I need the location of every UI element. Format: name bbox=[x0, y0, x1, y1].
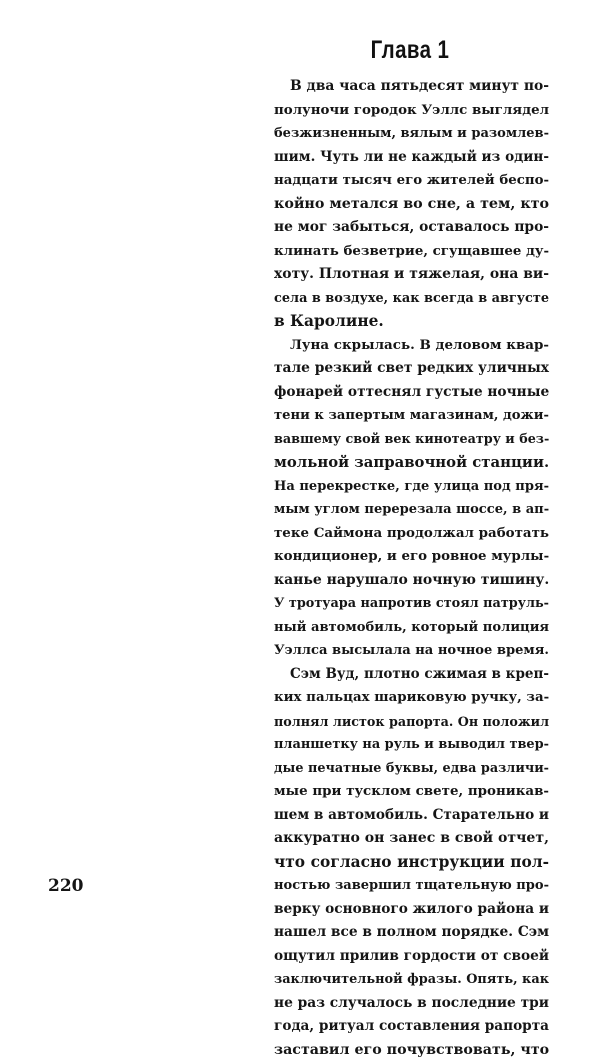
text-line: клинать безветрие, сгущавшее ду- bbox=[274, 240, 549, 264]
text-line: теке Саймона продолжал работать bbox=[274, 522, 549, 546]
text-line: мым углом перерезала шоссе, в ап- bbox=[274, 498, 549, 522]
text-line: Луна скрылась. В деловом квар- bbox=[274, 334, 549, 358]
text-line: полуночи городок Уэллс выглядел bbox=[274, 99, 549, 123]
text-line: ких пальцах шариковую ручку, за- bbox=[274, 686, 549, 710]
text-line: нашел все в полном порядке. Сэм bbox=[274, 921, 549, 945]
text-line: мольной заправочной станции. bbox=[274, 451, 549, 475]
text-line: У тротуара напротив стоял патруль- bbox=[274, 592, 549, 616]
text-line: хоту. Плотная и тяжелая, она ви- bbox=[274, 263, 549, 287]
text-line: села в воздухе, как всегда в августе bbox=[274, 287, 549, 311]
body-text bbox=[274, 75, 549, 1062]
text-line: кондиционер, и его ровное мурлы- bbox=[274, 545, 549, 569]
text-line: Уэллса высылала на ночное время. bbox=[274, 639, 549, 663]
text-line: полнял листок рапорта. Он положил bbox=[274, 710, 549, 734]
text-line: не мог забыться, оставалось про- bbox=[274, 216, 549, 240]
text-line: фонарей оттеснял густые ночные bbox=[274, 381, 549, 405]
text-line: заставил его почувствовать, что bbox=[274, 1039, 549, 1062]
text-line: шем в автомобиль. Старательно и bbox=[274, 804, 549, 828]
text-line: дые печатные буквы, едва различи- bbox=[274, 757, 549, 781]
text-line: верку основного жилого района и bbox=[274, 898, 549, 922]
text-line: года, ритуал составления рапорта bbox=[274, 1015, 549, 1039]
text-line: заключительной фразы. Опять, как bbox=[274, 968, 549, 992]
text-line: аккуратно он занес в свой отчет, bbox=[274, 827, 549, 851]
text-line: что согласно инструкции пол- bbox=[274, 851, 549, 875]
text-line: надцати тысяч его жителей беспо- bbox=[274, 169, 549, 193]
text-line: безжизненным, вялым и разомлев- bbox=[274, 122, 549, 146]
text-line: не раз случалось в последние три bbox=[274, 992, 549, 1016]
text-line: планшетку на руль и выводил твер- bbox=[274, 733, 549, 757]
text-line: в Каролине. bbox=[274, 310, 549, 334]
chapter-title: Глава 1 bbox=[295, 36, 525, 65]
text-line: койно метался во сне, а тем, кто bbox=[274, 193, 549, 217]
text-line: тени к запертым магазинам, дожи- bbox=[274, 404, 549, 428]
text-line: канье нарушало ночную тишину. bbox=[274, 569, 549, 593]
text-line: мые при тусклом свете, проникав- bbox=[274, 780, 549, 804]
page-number: 220 bbox=[48, 876, 84, 896]
text-line: В два часа пятьдесят минут по- bbox=[274, 75, 549, 99]
text-line: На перекрестке, где улица под пря- bbox=[274, 475, 549, 499]
text-line: вавшему свой век кинотеатру и без- bbox=[274, 428, 549, 452]
text-line: ный автомобиль, который полиция bbox=[274, 616, 549, 640]
text-line: тале резкий свет редких уличных bbox=[274, 357, 549, 381]
text-line: ощутил прилив гордости от своей bbox=[274, 945, 549, 969]
text-line: Сэм Вуд, плотно сжимая в креп- bbox=[274, 663, 549, 687]
text-line: шим. Чуть ли не каждый из один- bbox=[274, 146, 549, 170]
text-line: ностью завершил тщательную про- bbox=[274, 874, 549, 898]
